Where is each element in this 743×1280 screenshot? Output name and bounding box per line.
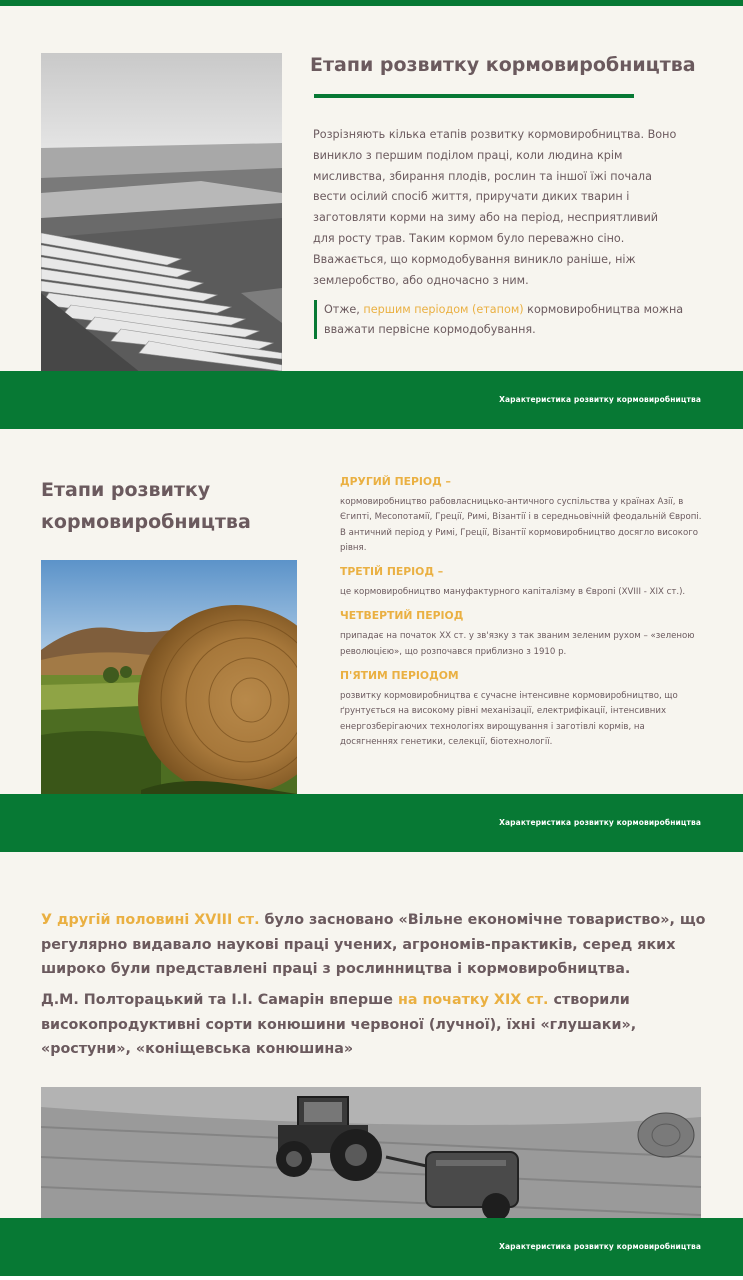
history-paragraph-2 bbox=[41, 988, 711, 1062]
date-highlight: У другій половині XVIII ст. bbox=[41, 912, 260, 928]
paragraph-text-end: створили високопродуктивні сорти конюшини червоної (лучної), їхні «глушаки», «ростуни», «коніщевська конюшина» bbox=[41, 992, 637, 1057]
period-heading: ТРЕТІЙ ПЕРІОД – bbox=[340, 565, 444, 579]
callout-text-end: кормовиробництва можна вважати первісне кормодобування. bbox=[324, 303, 684, 336]
slide-1 bbox=[0, 0, 743, 429]
tractor-baler-photo bbox=[41, 1087, 701, 1219]
title-line-2: кормовиробництва bbox=[41, 511, 251, 533]
title-underline bbox=[314, 94, 634, 98]
history-paragraph-1 bbox=[41, 908, 711, 982]
footer-caption: Характеристика розвитку кормовиробництва bbox=[499, 395, 701, 404]
slide-2 bbox=[0, 429, 743, 852]
footer-caption: Характеристика розвитку кормовиробництва bbox=[499, 818, 701, 827]
callout-text-start: Отже, bbox=[324, 303, 364, 316]
slide-3 bbox=[0, 852, 743, 1280]
top-accent-bar bbox=[0, 0, 743, 6]
footer-caption: Характеристика розвитку кормовиробництва bbox=[499, 1242, 701, 1251]
period-text: кормовиробництво рабовласницько-античного суспільства у країнах Азії, в Єгипті, Месопотамії, Греції, Римі, Візантії і в середньовічній феодальній Європі. В античний період у Римі, Греції, Візантії кормовиробництво досягло високого рівня. bbox=[340, 497, 702, 553]
slide-title bbox=[41, 474, 251, 538]
slide-title: Етапи розвитку кормовиробництва bbox=[310, 54, 696, 76]
period-text: припадає на початок ХХ ст. у зв'язку з так званим зеленим рухом – «зеленою революцією», що розпочався приблизно з 1910 р. bbox=[340, 631, 695, 657]
date-highlight: на початку XIX ст. bbox=[397, 992, 549, 1008]
period-second bbox=[340, 475, 702, 556]
period-heading: ЧЕТВЕРТИЙ ПЕРІОД bbox=[340, 609, 464, 623]
period-fifth bbox=[340, 669, 702, 750]
intro-paragraph: Розрізняють кілька етапів розвитку кормовиробництва. Воно виникло з першим поділом праці, коли людина крім мисливства, збирання плодів, рослин та іншої їжі почала вести осілий спосіб життя, приручати диких тварин і заготовляти корми на зиму або на період, несприятливий для росту трав. Таким кормом було переважно сіно. Вважається, що кормодобування виникло раніше, ніж землеробство, або одночасно з ним. bbox=[313, 128, 677, 287]
period-heading: П'ЯТИМ ПЕРІОДОМ bbox=[340, 669, 459, 683]
paragraph-text: було засновано «Вільне економічне товариство», що регулярно видавало наукові праці учених, агрономів-практиків, серед яких широко були представлені праці з рослинництва і кормовиробництва. bbox=[41, 912, 706, 977]
farm-aerial-photo bbox=[41, 53, 282, 373]
period-text: це кормовиробництво мануфактурного капіталізму в Європі (XVIII - XIX ст.). bbox=[340, 587, 686, 598]
hay-bale-photo bbox=[41, 560, 297, 794]
period-fourth bbox=[340, 609, 702, 660]
period-third bbox=[340, 565, 702, 600]
first-period-callout bbox=[314, 300, 714, 339]
callout-highlight: першим періодом (етапом) bbox=[363, 303, 524, 316]
bottom-edge bbox=[0, 1276, 743, 1280]
period-text: розвитку кормовиробництва є сучасне інтенсивне кормовиробництво, що ґрунтується на високому рівні механізації, електрифікації, інтенсивних енергозберігаючих технологіях вирощування і заготівлі кормів, на досягненнях генетики, селекції, біотехнології. bbox=[340, 691, 678, 747]
period-heading: ДРУГИЙ ПЕРІОД – bbox=[340, 475, 451, 488]
periods-list bbox=[340, 475, 702, 759]
title-line-1: Етапи розвитку bbox=[41, 479, 211, 501]
paragraph-text-start: Д.М. Полторацький та І.І. Самарін вперше bbox=[41, 992, 398, 1008]
